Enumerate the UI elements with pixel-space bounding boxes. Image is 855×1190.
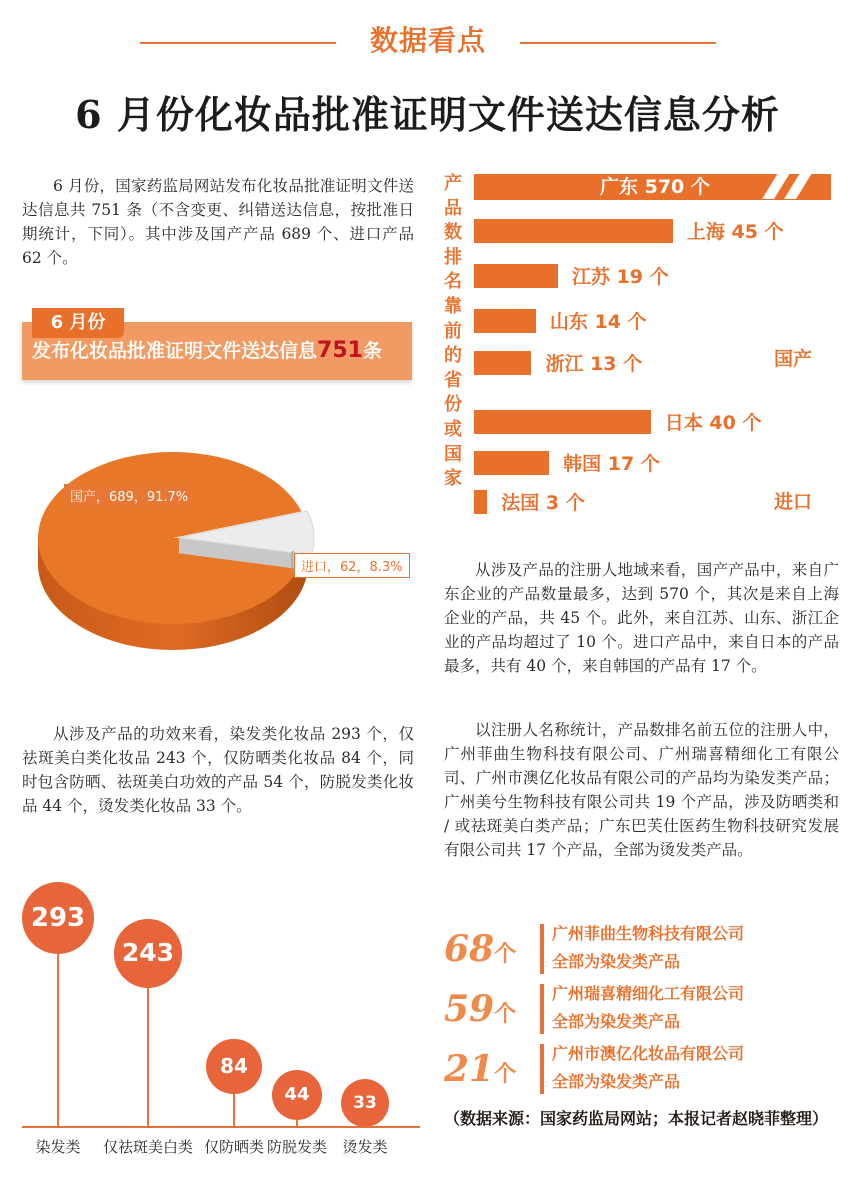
- company-count-unit: 个: [494, 1062, 517, 1087]
- bar-label: 江苏 19 个: [571, 266, 669, 288]
- lollipop-value: 84: [206, 1039, 261, 1094]
- company-name: 广州市澳亿化妆品有限公司: [552, 1044, 745, 1063]
- bar-label: 浙江 13 个: [545, 353, 643, 375]
- summary-label: 发布化妆品批准证明文件送达信息: [32, 340, 318, 362]
- bar-label: 上海 45 个: [686, 221, 784, 243]
- lollipop-value: 243: [114, 919, 183, 988]
- company-count: [444, 988, 516, 1030]
- company-count-unit: 个: [494, 1002, 517, 1027]
- axis-break-mark: [760, 173, 830, 199]
- lollipop-category: 防脱发类: [267, 1138, 328, 1156]
- bar-label: 韩国 17 个: [563, 453, 660, 475]
- page-title: 6 月份化妆品批准证明文件送达信息分析: [75, 92, 780, 137]
- bar-上海: [474, 219, 673, 243]
- company-info: [552, 980, 744, 1036]
- bar-韩国: [474, 451, 549, 475]
- company-count-value: 59: [444, 988, 495, 1030]
- lollipop-value: 293: [22, 882, 94, 954]
- registrant-paragraph: 以注册人名称统计，产品数排名前五位的注册人中，广州菲曲生物科技有限公司、广州瑞喜精细化工有限公司、广州市澳亿化妆品有限公司的产品均为染发类产品；广州美兮生物科技有限公司共 19 个产品，涉及防晒类和 / 或祛斑美白类产品；广东巴芙仕医药生物科技研究发展有限公司共 17 个产品，全部为烫发类产品。: [444, 721, 839, 859]
- bar-label: 山东 14 个: [549, 311, 647, 333]
- source-note: （数据来源：国家药监局网站；本报记者赵晓菲整理）: [444, 1109, 829, 1128]
- summary-count: 751: [317, 338, 363, 363]
- lollipop-category: 染发类: [35, 1138, 81, 1156]
- efficacy-paragraph: 从涉及产品的功效来看，染发类化妆品 293 个，仅祛斑美白类化妆品 243 个，仅防晒类化妆品 84 个，同时包含防晒、祛斑美白功效的产品 54 个，防脱发类化妆品 44 个，烫发类化妆品 33 个。: [22, 725, 414, 815]
- lollipop-category: 仅防晒类: [204, 1138, 265, 1156]
- group-label-import: 进口: [774, 491, 813, 513]
- company-count: [444, 928, 516, 970]
- bar-山东: [474, 309, 536, 333]
- bar-日本: [474, 410, 651, 434]
- company-note: 全部为染发类产品: [552, 952, 681, 971]
- company-count: [444, 1048, 516, 1090]
- pie-label-domestic: 国产，689，91.7%: [64, 484, 194, 507]
- company-name: 广州瑞喜精细化工有限公司: [552, 984, 745, 1003]
- summary-text: [32, 336, 382, 363]
- company-note: 全部为染发类产品: [552, 1012, 681, 1031]
- lollipop-category: 仅祛斑美白类: [103, 1138, 194, 1156]
- header-rule-left: [140, 42, 336, 44]
- intro-paragraph: 6 月份，国家药监局网站发布化妆品批准证明文件送达信息共 751 条（不含变更、纠错送达信息，按批准日期统计，下同）。其中涉及国产产品 689 个、进口产品 62 个。: [22, 177, 414, 267]
- summary-unit: 条: [362, 340, 382, 362]
- company-note: 全部为染发类产品: [552, 1072, 681, 1091]
- company-divider: [540, 924, 544, 974]
- lollipop-baseline: [22, 1126, 420, 1128]
- company-info: [552, 920, 744, 976]
- company-name: 广州菲曲生物科技有限公司: [552, 924, 745, 943]
- lollipop-category: 烫发类: [342, 1138, 388, 1156]
- pie-label-import: 进口，62，8.3%: [294, 553, 410, 578]
- bar-chart-title: 产品数排名靠前的省份或国家: [444, 173, 462, 490]
- bar-label: 法国 3 个: [501, 492, 585, 514]
- company-count-value: 21: [444, 1048, 495, 1090]
- bar-浙江: [474, 351, 531, 375]
- bar-江苏: [474, 264, 558, 288]
- company-divider: [540, 1044, 544, 1094]
- bar-法国: [474, 490, 487, 514]
- month-badge: 6 月份: [32, 308, 124, 338]
- bar-label: 日本 40 个: [664, 412, 762, 434]
- company-info: [552, 1040, 744, 1096]
- region-paragraph: 从涉及产品的注册人地域来看，国产产品中，来自广东企业的产品数量最多，达到 570 个，其次是来自上海企业的产品，共 45 个。此外，来自江苏、山东、浙江企业的产品均超过了 10 个。进口产品中，来自日本的产品最多，共有 40 个，来自韩国的产品有 17 个。: [444, 561, 839, 675]
- lollipop-value: 44: [272, 1070, 322, 1120]
- company-count-unit: 个: [494, 942, 517, 967]
- company-divider: [540, 984, 544, 1034]
- group-label-domestic: 国产: [774, 348, 813, 370]
- lollipop-value: 33: [341, 1079, 389, 1127]
- bar-label: 广东 570 个: [600, 176, 710, 198]
- header-rule-right: [520, 42, 716, 44]
- section-tag: 数据看点: [369, 24, 486, 57]
- company-count-value: 68: [444, 928, 495, 970]
